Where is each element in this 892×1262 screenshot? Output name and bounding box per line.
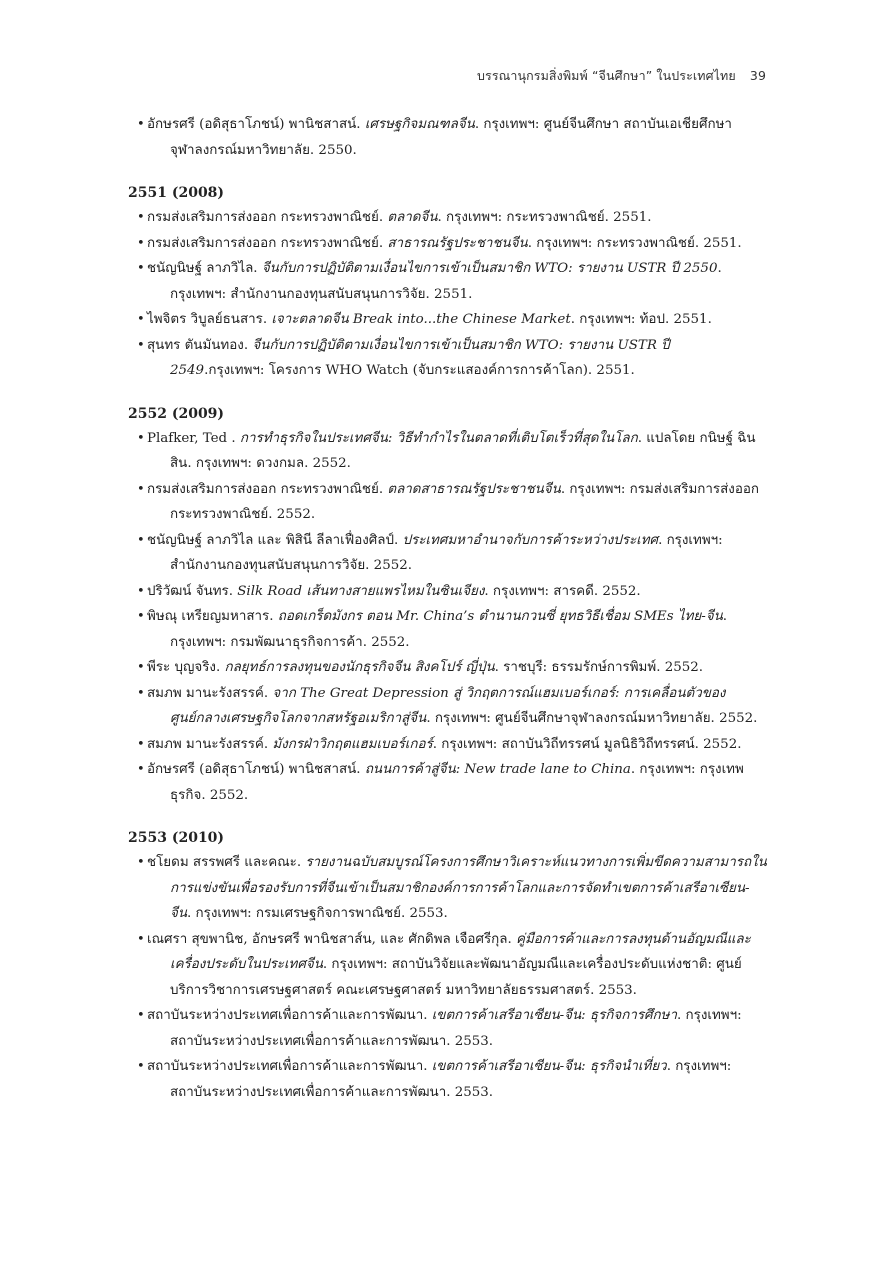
entry-title: เขตการค้าเสรีอาเซียน-จีน: ธุรกิจนำเที่ยว bbox=[431, 1059, 667, 1074]
entry-publication: . กรุงเทพฯ: สำนักงานกองทุนสนับสนุนการวิจัย. 2551. bbox=[170, 261, 722, 302]
entry-author: ปริวัฒน์ จันทร. bbox=[147, 583, 238, 599]
entry-title: การทำธุรกิจในประเทศจีน: วิธีทำกำไรในตลาดที่เติบโตเร็วที่สุดในโลก bbox=[239, 430, 638, 446]
entry-publication: .กรุงเทพฯ: โครงการ WHO Watch (จับกระแสองค์การการค้าโลก). 2551. bbox=[204, 363, 635, 378]
entry-author: Plafker, Ted . bbox=[147, 430, 240, 446]
bibliography-entry bbox=[128, 757, 768, 808]
entry-publication: . กรุงเทพฯ: กระทรวงพาณิชย์. 2551. bbox=[437, 210, 652, 225]
entry-list bbox=[128, 426, 768, 809]
entry-publication: . กรุงเทพฯ: กรมส่งเสริมการส่งออก กระทรวงพาณิชย์. 2552. bbox=[170, 481, 760, 522]
bibliography-entry bbox=[128, 681, 768, 732]
entry-publication: . กรุงเทพฯ: กรมเศรษฐกิจการพาณิชย์. 2553. bbox=[187, 906, 448, 921]
entry-title: สาธารณรัฐประชาชนจีน bbox=[387, 235, 528, 251]
entry-title: คู่มือการค้าและการลงทุนด้านอัญมณีและเครื่องประดับในประเทศจีน bbox=[170, 931, 751, 972]
entry-author: ชนัญนิษฐ์ ลาภวิไล. bbox=[147, 261, 262, 276]
entry-publication: . ราชบุรี: ธรรมรักษ์การพิมพ์. 2552. bbox=[494, 660, 704, 675]
entry-title: ประเทศมหาอำนาจกับการค้าระหว่างประเทศ bbox=[402, 532, 659, 548]
bibliography-entry bbox=[128, 477, 768, 528]
bibliography-section bbox=[128, 112, 768, 163]
entry-author: ชโยดม สรรพศรี และคณะ. bbox=[147, 855, 306, 870]
entry-publication: . กรุงเทพฯ: กรมพัฒนาธุรกิจการค้า. 2552. bbox=[170, 609, 728, 650]
bibliography-entry bbox=[128, 112, 768, 163]
year-heading: 2551 (2008) bbox=[128, 185, 225, 201]
entry-publication: . กรุงเทพฯ: สถาบันวิจัยและพัฒนาอัญมณีและเครื่องประดับแห่งชาติ: ศูนย์บริการวิชาการเศรษฐศาสตร์ คณะเศรษฐศาสตร์ มหาวิทยาลัยธรรมศาสตร์. 2553. bbox=[170, 957, 742, 998]
bibliography-entry bbox=[128, 426, 768, 477]
entry-title: เจาะตลาดจีน Break into...the Chinese Market bbox=[271, 312, 571, 327]
entry-author: สุนทร ตันมันทอง. bbox=[147, 337, 253, 353]
entry-title: ตลาดจีน bbox=[387, 210, 438, 225]
entry-title: จาก The Great Depression สู่ วิกฤตการณ์แฮมเบอร์เกอร์: การเคลื่อนตัวของศูนย์กลางเศรษฐกิจโลกจากสหรัฐอเมริกาสู่จีน bbox=[170, 685, 726, 726]
entry-author: พิษณุ เหรียญมหาสาร. bbox=[147, 609, 278, 624]
bibliography-content bbox=[128, 112, 768, 1123]
bibliography-entry bbox=[128, 231, 768, 257]
entry-author: สถาบันระหว่างประเทศเพื่อการค้าและการพัฒนา. bbox=[147, 1059, 432, 1074]
header-title: บรรณานุกรมสิ่งพิมพ์ “จีนศึกษา” ในประเทศไทย bbox=[476, 68, 736, 83]
entry-author: สมภพ มานะรังสรรค์. bbox=[147, 736, 273, 752]
entry-title: ถอดเกร็ดมังกร ตอน Mr. China’s ตำนานกวนซี่ ยุทธวิธีเชื่อม SMEs ไทย-จีน bbox=[277, 609, 723, 624]
entry-author: อักษรศรี (อดิสุธาโภชน์) พานิชสาสน์. bbox=[147, 117, 365, 132]
entry-list bbox=[128, 112, 768, 163]
entry-publication: . กรุงเทพฯ: ศูนย์จีนศึกษา สถาบันเอเชียศึกษา จุฬาลงกรณ์มหาวิทยาลัย. 2550. bbox=[170, 117, 732, 158]
year-heading: 2553 (2010) bbox=[128, 830, 225, 846]
entry-publication: . กรุงเทพฯ: สารคดี. 2552. bbox=[484, 583, 641, 599]
entry-title: ตลาดสาธารณรัฐประชาชนจีน bbox=[387, 481, 561, 497]
entry-title: จีนกับการปฏิบัติตามเงื่อนไขการเข้าเป็นสมาชิก WTO: รายงาน USTR ปี 2550 bbox=[261, 261, 718, 276]
entry-publication: . กรุงเทพฯ: สำนักงานกองทุนสนับสนุนการวิจัย. 2552. bbox=[170, 532, 723, 573]
bibliography-entry bbox=[128, 256, 768, 307]
entry-list bbox=[128, 205, 768, 384]
entry-author: พีระ บุญจริง. bbox=[147, 660, 225, 675]
page-number: 39 bbox=[749, 68, 766, 83]
bibliography-entry bbox=[128, 205, 768, 231]
entry-author: กรมส่งเสริมการส่งออก กระทรวงพาณิชย์. bbox=[147, 210, 388, 225]
bibliography-entry bbox=[128, 927, 768, 1004]
entry-publication: . กรุงเทพฯ: สถาบันระหว่างประเทศเพื่อการค้าและการพัฒนา. 2553. bbox=[170, 1059, 732, 1100]
bibliography-entry bbox=[128, 307, 768, 333]
entry-title: เขตการค้าเสรีอาเซียน-จีน: ธุรกิจการศึกษา bbox=[431, 1008, 678, 1023]
entry-author: สมภพ มานะรังสรรค์. bbox=[147, 685, 273, 701]
bibliography-entry bbox=[128, 528, 768, 579]
bibliography-section bbox=[128, 826, 768, 1105]
bibliography-section bbox=[128, 402, 768, 809]
entry-publication: . กรุงเทพฯ: สถาบันระหว่างประเทศเพื่อการค้าและการพัฒนา. 2553. bbox=[170, 1008, 742, 1049]
entry-title: เศรษฐกิจมณฑลจีน bbox=[364, 117, 475, 132]
entry-publication: . กรุงเทพฯ: กระทรวงพาณิชย์. 2551. bbox=[527, 235, 742, 251]
entry-publication: . แปลโดย กนิษฐ์ ฉินสิน. กรุงเทพฯ: ดวงกมล. 2552. bbox=[170, 430, 756, 471]
entry-author: สถาบันระหว่างประเทศเพื่อการค้าและการพัฒนา. bbox=[147, 1008, 432, 1023]
entry-title: จีนกับการปฏิบัติตามเงื่อนไขการเข้าเป็นสมาชิก WTO: รายงาน USTR ปี 2549 bbox=[170, 337, 670, 378]
entry-publication: . กรุงเทพฯ: ศูนย์จีนศึกษาจุฬาลงกรณ์มหาวิทยาลัย. 2552. bbox=[426, 711, 758, 726]
entry-title: กลยุทธ์การลงทุนของนักธุรกิจจีน สิงคโปร์ ญี่ปุ่น bbox=[224, 660, 495, 675]
entry-title: รายงานฉบับสมบูรณ์โครงการศึกษาวิเคราะห์แนวทางการเพิ่มขีดความสามารถในการแข่งขันเพื่อรองรับการที่จีนเข้าเป็นสมาชิกองค์การการค้าโลกและการจัดทำเขตการค้าเสรีอาเซียน-จีน bbox=[170, 855, 767, 921]
entry-title: มังกรฝ่าวิกฤตแฮมเบอร์เกอร์ bbox=[272, 736, 433, 752]
bibliography-entry bbox=[128, 655, 768, 681]
entry-title: Silk Road เส้นทางสายแพรไหมในซินเจียง bbox=[237, 583, 485, 599]
year-heading: 2552 (2009) bbox=[128, 405, 225, 422]
entry-publication: . กรุงเทพฯ: สถาบันวิถีทรรศน์ มูลนิธิวิถีทรรศน์. 2552. bbox=[432, 736, 742, 752]
entry-author: อักษรศรี (อดิสุธาโภชน์) พานิชสาสน์. bbox=[147, 762, 365, 777]
bibliography-entry bbox=[128, 1054, 768, 1105]
bibliography-entry bbox=[128, 579, 768, 605]
entry-author: ชนัญนิษฐ์ ลาภวิไล และ พิสินี ลีลาเฟื่องศิลป์. bbox=[147, 532, 403, 548]
bibliography-entry bbox=[128, 333, 768, 384]
bibliography-entry bbox=[128, 850, 768, 927]
entry-author: ไพจิตร วิบูลย์ธนสาร. bbox=[147, 312, 272, 327]
entry-author: กรมส่งเสริมการส่งออก กระทรวงพาณิชย์. bbox=[147, 481, 388, 497]
running-header bbox=[477, 66, 766, 86]
entry-author: กรมส่งเสริมการส่งออก กระทรวงพาณิชย์. bbox=[147, 235, 388, 251]
entry-publication: . กรุงเทพฯ: ท้อป. 2551. bbox=[570, 312, 712, 327]
entry-publication: . กรุงเทพฯ: กรุงเทพธุรกิจ. 2552. bbox=[170, 762, 744, 803]
bibliography-entry bbox=[128, 604, 768, 655]
entry-author: เณศรา สุขพานิช, อักษรศรี พานิชสาส์น, และ ศักดิพล เจือศรีกุล. bbox=[147, 931, 516, 947]
entry-list bbox=[128, 850, 768, 1105]
bibliography-entry bbox=[128, 1003, 768, 1054]
bibliography-section bbox=[128, 181, 768, 384]
entry-title: ถนนการค้าสู่จีน: New trade lane to China bbox=[364, 762, 631, 777]
bibliography-entry bbox=[128, 732, 768, 758]
